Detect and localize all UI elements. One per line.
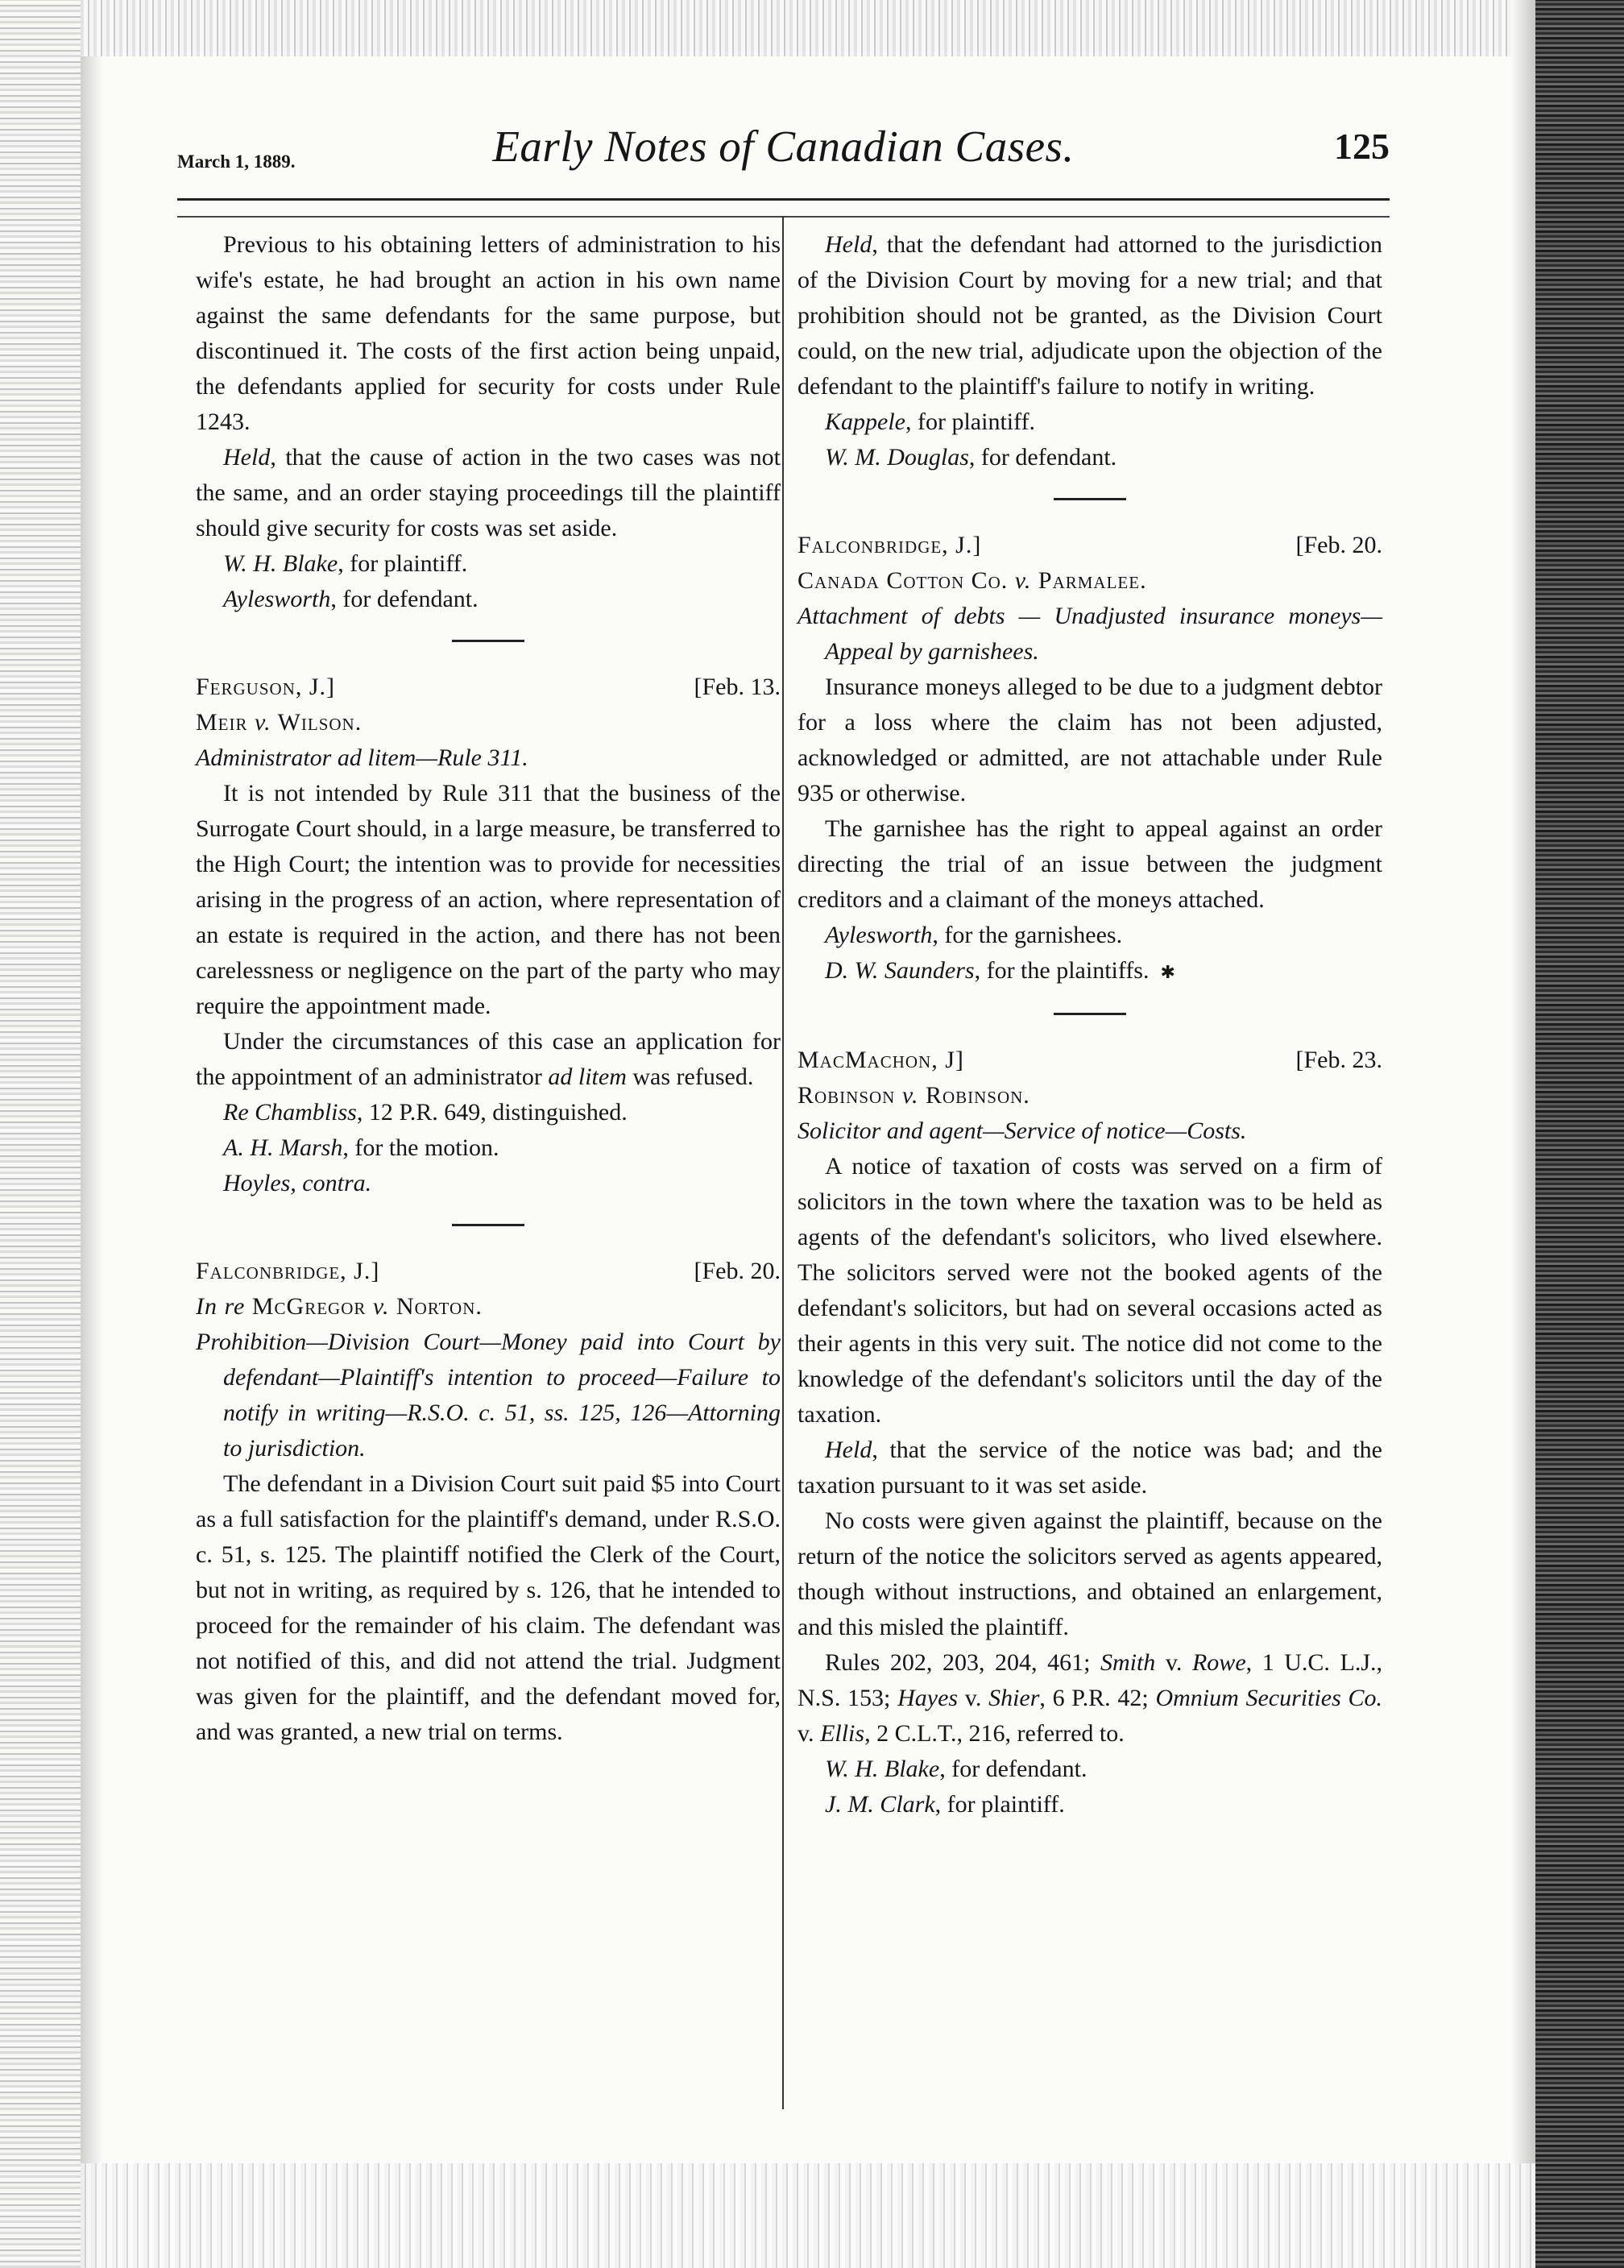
versus: v. [1014,567,1032,594]
counsel-role: , for plaintiff. [338,550,468,577]
case-paragraph: The defendant in a Division Court suit paid $5 into Court as a full satisfaction for the plaintiff's demand, under R.S.O. c. 51, s. 125. The plaintiff notified the Clerk of the Court, but not in writing, as required by s. 126, that he intended to proceed for the remainder of his claim. The defendant was not notified of this, and did not attend the trial. Judgment was given for the plaintiff, and the defendant moved for, and was granted, a new trial on terms. [196,1470,781,1745]
text-run: , 6 P.R. 42; [1039,1685,1156,1711]
case-paragraph: It is not intended by Rule 311 that the business of the Surrogate Court should, in a large measure, be transferred to the High Court; the intention was to provide for necessities arising in the progress of an action, where representation of an estate is required in the action, and there has not been carelessness or negligence on the part of the party who may require the appointment made. [196,780,781,1019]
case-paragraph [196,1024,781,1095]
case-heading [798,528,1382,563]
case-date: [Feb. 13. [694,674,781,700]
counsel-name: W. H. Blake [223,550,338,577]
case-paragraph: A notice of taxation of costs was served on a firm of solicitors in the town where the taxation was to be held as agents of the defendant's solicitors, who lived elsewhere. The solicitors served were not the booked agents of the defendant's solicitors, but had on several occasions acted as their agents in this very suit. The notice did not come to the knowledge of the defendant's solicitors until the day of the taxation. [798,1153,1382,1428]
page-edge-left [0,0,81,2268]
counsel-name: Kappele [825,408,905,435]
text-italic: Rowe [1191,1649,1246,1676]
left-column [196,227,781,1750]
counsel-name: Hoyles, contra. [223,1170,372,1196]
counsel-line [798,440,1382,475]
text-italic: ad litem [548,1064,627,1090]
counsel-role: , for the garnishees. [932,922,1123,948]
counsel-name: Aylesworth [825,922,933,948]
judge-name: MacMachon, J] [798,1047,964,1073]
text-run: Rules 202, 203, 204, 461; [825,1649,1100,1676]
catchwords: Solicitor and agent—Service of notice—Costs. [798,1117,1247,1144]
held-word: Held [825,1437,872,1463]
counsel-line [798,404,1382,440]
counsel-line [196,1166,781,1201]
held-word: Held [223,444,271,471]
counsel-line [798,953,1382,990]
counsel-line [798,918,1382,953]
case-title [196,1289,781,1325]
catchwords: Prohibition—Division Court—Money paid into Court by defendant—Plaintiff's intention to proceed—Failure to notify in writing—R.S.O. c. 51, ss. 125, 126—Attorning to jurisdiction. [196,1329,781,1462]
case-paragraph: No costs were given against the plaintiff, because on the return of the notice the solicitors served as agents appeared, though without instructions, and obtained an enlargement, and this misled the plaintiff. [798,1507,1382,1640]
counsel-line [196,546,781,582]
section-separator [1054,498,1126,500]
case-date: [Feb. 20. [1295,532,1382,558]
text-run: , 2 C.L.T., 216, referred to. [864,1720,1125,1747]
counsel-name: Aylesworth [223,586,331,612]
right-column [798,227,1382,1822]
text-italic: Ellis [820,1720,865,1747]
issue-date: March 1, 1889. [177,151,296,172]
held-text: , that the defendant had attorned to the jurisdiction of the Division Court by moving for a new trial; and that prohibition should not be granted, as the Division Court could, on the new trial, adjudicate upon the objection of the defendant to the plaintiff's failure to notify in writing. [798,231,1382,400]
journal-title: Early Notes of Canadian Cases. [492,122,1075,171]
counsel-role: , for the motion. [342,1134,499,1161]
case-paragraph: The garnishee has the right to appeal against an order directing the trial of an issue between the judgment creditors and a claimant of the moneys attached. [798,815,1382,913]
counsel-name: D. W. Saunders [825,957,975,984]
citation-text: , 12 P.R. 649, distinguished. [356,1099,628,1126]
rules-citations [798,1645,1382,1752]
section-separator [1054,1013,1126,1015]
counsel-role: , for defendant. [330,586,478,612]
case-date: [Feb. 20. [694,1258,781,1284]
counsel-line [196,582,781,617]
judge-name: Ferguson, J.] [196,674,336,700]
party-plaintiff: McGregor [251,1293,367,1320]
party-plaintiff: Meir [196,709,248,736]
section-separator [452,640,524,642]
counsel-line [196,1130,781,1166]
party-defendant: Robinson. [925,1082,1030,1109]
versus: v. [255,709,271,736]
text-italic: Omnium Securities Co. [1155,1685,1382,1711]
judge-name: Falconbridge, J.] [798,532,982,558]
text-italic: Shier [988,1685,1040,1711]
text-run: was refused. [626,1064,754,1090]
counsel-role: , for plaintiff. [934,1791,1065,1818]
case-title [798,1078,1382,1113]
section-separator [452,1224,524,1226]
column-divider [782,216,784,2109]
counsel-name: J. M. Clark [825,1791,935,1818]
running-header [177,113,1390,185]
case-heading [798,1043,1382,1078]
party-plaintiff: Robinson [798,1082,896,1109]
case-heading [196,1254,781,1289]
case-date: [Feb. 23. [1295,1047,1382,1073]
text-run: v. [958,1685,989,1711]
case-paragraph: Insurance moneys alleged to be due to a judgment debtor for a loss where the claim has not been adjusted, acknowledged or admitted, are not attachable under Rule 935 or otherwise. [798,674,1382,806]
case-holding [798,1433,1382,1503]
case-prefix: In re [196,1293,246,1320]
page-edge-top [81,0,1624,56]
case-heading [196,670,781,705]
counsel-role: , for defendant. [939,1756,1088,1782]
asterisk-mark-icon: ✱ [1160,962,1175,982]
held-text: , that the service of the notice was bad; and the taxation pursuant to it was set aside. [798,1437,1382,1499]
text-run: , 1 U.C. L.J., N.S. 153; [798,1649,1382,1711]
counsel-role: , for plaintiff. [905,408,1036,435]
counsel-line [798,1787,1382,1822]
page-number: 125 [1334,126,1390,167]
intro-holding [196,440,781,546]
judge-name: Falconbridge, J.] [196,1258,380,1284]
page-edge-bottom [81,2163,1535,2268]
page-edge-right [1535,0,1624,2268]
text-italic: Hayes [897,1685,959,1711]
counsel-role: , for defendant. [968,444,1117,471]
versus: v. [901,1082,919,1109]
party-defendant: Parmalee. [1038,567,1147,594]
party-defendant: Wilson. [277,709,362,736]
text-italic: Smith [1100,1649,1156,1676]
held-text: , that the cause of action in the two cases was not the same, and an order staying proceedings till the plaintiff should give security for costs was set aside. [196,444,781,541]
counsel-name: A. H. Marsh [223,1134,343,1161]
text-run: v. [1155,1649,1192,1676]
versus: v. [372,1293,390,1320]
party-plaintiff: Canada Cotton Co. [798,567,1009,594]
case-title [196,705,781,740]
page-shadow-right [1511,0,1535,2268]
held-word: Held [825,231,872,258]
citation-name: Re Chambliss [223,1099,357,1126]
catchwords: Attachment of debts — Unadjusted insurance moneys—Appeal by garnishees. [798,603,1382,665]
page-shadow-left [81,0,103,2268]
header-rule [177,198,1390,201]
continued-holding [798,227,1382,404]
catchwords: Administrator ad litem—Rule 311. [196,744,528,771]
counsel-name: W. M. Douglas [825,444,969,471]
text-run: v. [798,1720,821,1747]
citation-line [196,1095,781,1130]
counsel-role: , for the plaintiffs. [974,957,1150,984]
case-title [798,563,1382,599]
counsel-line [798,1752,1382,1787]
intro-paragraph: Previous to his obtaining letters of administration to his wife's estate, he had brought an action in his own name against the same defendants for the same purpose, but discontinued it. The costs of the first action being unpaid, the defendants applied for security for costs under Rule 1243. [196,231,781,435]
party-defendant: Norton. [396,1293,483,1320]
counsel-name: W. H. Blake [825,1756,940,1782]
text-run: Under the circumstances of this case an application for the appointment of an administrator [196,1028,781,1090]
